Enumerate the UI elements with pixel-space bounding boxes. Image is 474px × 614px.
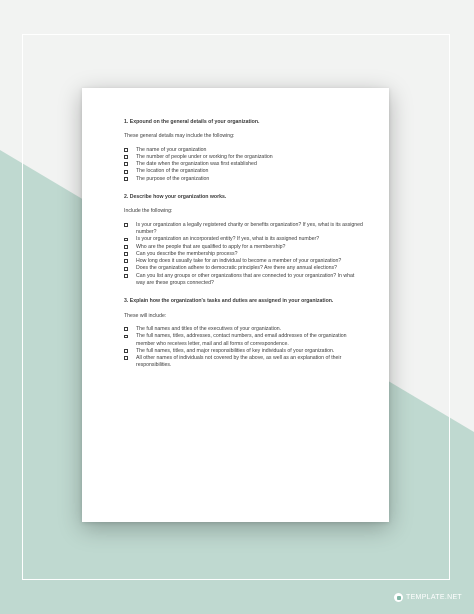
section-heading: 1. Expound on the general details of your organization.: [124, 119, 260, 125]
checklist-item: [124, 168, 364, 175]
checkbox-icon: [124, 238, 128, 242]
template-net-watermark: [394, 593, 462, 602]
checkbox-icon: [124, 155, 128, 159]
checklist-item-text: Who are the people that are qualified to apply for a membership?: [136, 243, 286, 250]
document-content: [124, 119, 364, 381]
document-page: [82, 88, 389, 522]
checkbox-icon: [124, 148, 128, 152]
checklist-item-text: The name of your organization: [136, 146, 207, 153]
checklist-item-text: The full names, titles, addresses, contact numbers, and email addresses of the organization member who receives letter, mail and all forms of correspondence.: [136, 333, 347, 347]
section-heading: 2. Describe how your organization works.: [124, 194, 227, 201]
checklist-item: [124, 326, 364, 333]
checklist-item-text: Does the organization adhere to democratic principles? Are there any annual elections?: [136, 265, 337, 272]
checklist-item: [124, 265, 364, 272]
checklist-item-text: The purpose of the organization: [136, 175, 210, 182]
checkbox-icon: [124, 223, 128, 227]
section-intro: Include the following:: [124, 208, 173, 215]
checkbox-icon: [124, 259, 128, 263]
template-logo-icon: [394, 593, 403, 602]
section-2: [124, 194, 364, 287]
checklist-item: [124, 147, 364, 154]
checklist: [124, 222, 364, 288]
checklist: [124, 147, 364, 183]
checkbox-icon: [124, 356, 128, 360]
section-1: [124, 119, 364, 183]
checklist-item-text: Is your organization an incorporated entity? If yes, what is its assigned number?: [136, 236, 320, 243]
checklist-item-text: Is your organization a legally registered charity or benefits organization? If yes, what is its assigned number?: [136, 221, 363, 235]
checkbox-icon: [124, 327, 128, 331]
checkbox-icon: [124, 252, 128, 256]
checkbox-icon: [124, 349, 128, 353]
section-intro: These will include:: [124, 312, 167, 319]
checklist-item: [124, 273, 364, 288]
checkbox-icon: [124, 170, 128, 174]
section-3: [124, 298, 364, 369]
watermark-text: TEMPLATE.NET: [406, 594, 462, 601]
checklist-item-text: The full names and titles of the executives of your organization.: [136, 325, 282, 332]
checklist-item: [124, 348, 364, 355]
checklist-item-text: The date when the organization was first established: [136, 161, 257, 168]
checklist-item-text: All other names of individuals not covered by the above, as well as an explanation of their responsibilities.: [136, 355, 342, 369]
checklist-item: [124, 161, 364, 168]
checklist-item-text: Can you list any groups or other organizations that are connected to your organization? In what way are these groups connected?: [136, 272, 355, 287]
checklist-item: [124, 222, 364, 237]
checkbox-icon: [124, 245, 128, 249]
checklist-item: [124, 258, 364, 265]
checkbox-icon: [124, 274, 128, 278]
checklist-item-text: The number of people under or working for the organization: [136, 153, 273, 160]
checklist-item-text: How long does it usually take for an individual to become a member of your organization?: [136, 258, 342, 265]
section-heading: 3. Explain how the organization's tasks and duties are assigned in your organization.: [124, 298, 334, 305]
checklist-item: [124, 251, 364, 258]
checklist: [124, 326, 364, 370]
checklist-item-text: The full names, titles, and major responsibilities of key individuals of your organization.: [136, 347, 335, 354]
checklist-item: [124, 355, 364, 370]
checkbox-icon: [124, 177, 128, 181]
checkbox-icon: [124, 162, 128, 166]
checklist-item: [124, 236, 364, 243]
section-intro: These general details may include the following:: [124, 133, 235, 140]
checklist-item: [124, 333, 364, 348]
checkbox-icon: [124, 267, 128, 271]
checklist-item-text: The location of the organization: [136, 168, 209, 175]
checkbox-icon: [124, 335, 128, 339]
checklist-item: [124, 176, 364, 183]
checklist-item-text: Can you describe the membership process?: [136, 250, 238, 257]
checklist-item: [124, 154, 364, 161]
checklist-item: [124, 244, 364, 251]
